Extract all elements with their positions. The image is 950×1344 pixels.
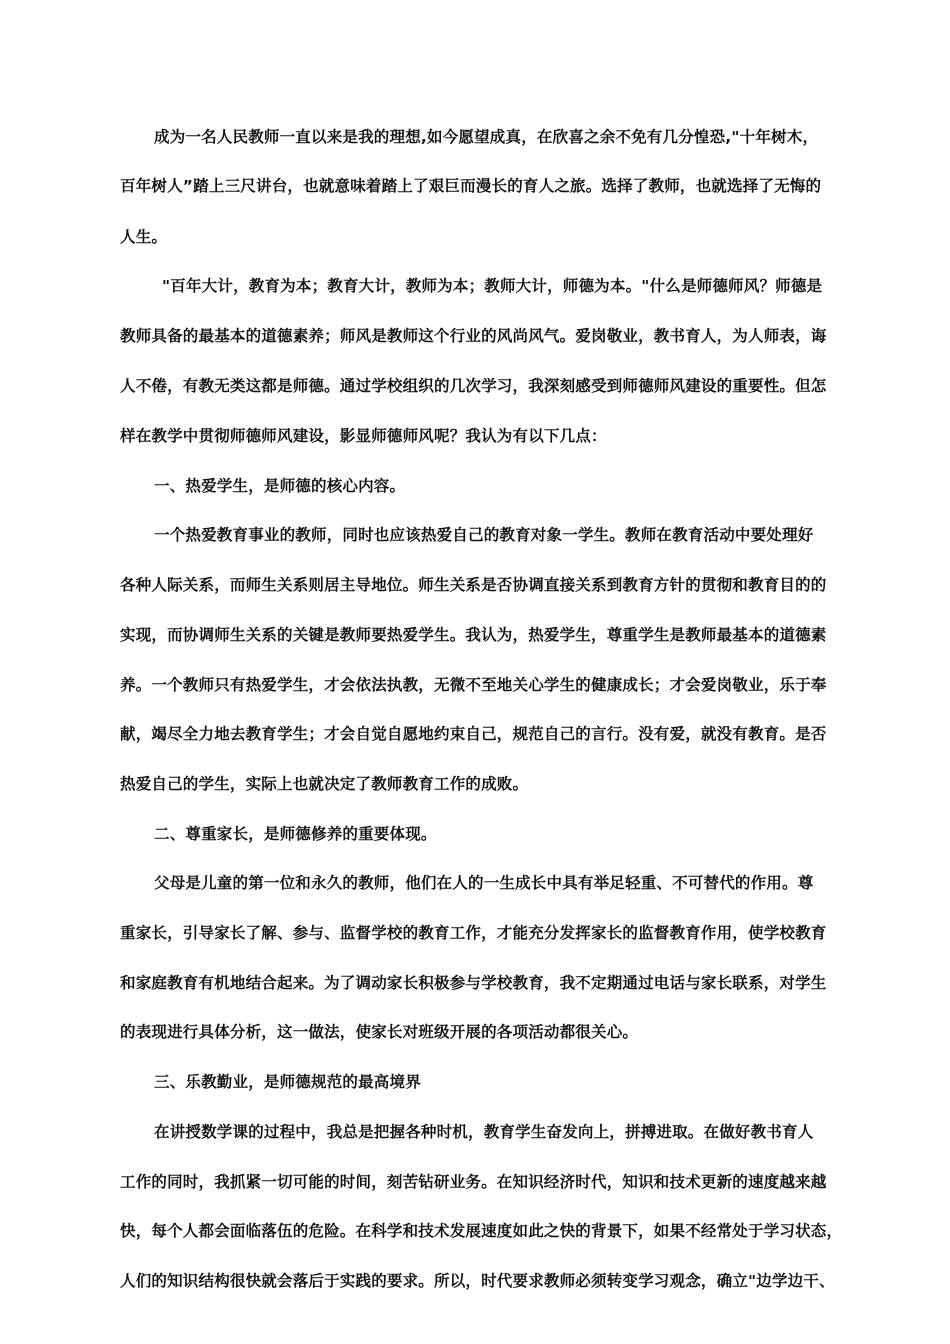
paragraph-line: 工作的同时，我抓紧一切可能的时间，刻苦钻研业务。在知识经济时代，知识和技术更新的速度越来越: [120, 1173, 827, 1191]
section-heading: 二、尊重家长，是师德修养的重要体现。: [154, 825, 437, 843]
paragraph-line: 快，每个人都会面临落伍的危险。在科学和技术发展速度如此之快的背景下，如果不经常处于学习状态，: [120, 1222, 843, 1240]
paragraph-line: 各种人际关系，而师生关系则居主导地位。师生关系是否协调直接关系到教育方针的贯彻和教育目的的: [120, 576, 827, 594]
paragraph-line: 样在教学中贯彻师德师风建设，影显师德师风呢？我认为有以下几点：: [120, 427, 607, 445]
paragraph-line: 养。一个教师只有热爱学生，才会依法执教，无微不至地关心学生的健康成长；才会爱岗敬业，乐于奉: [120, 676, 827, 694]
paragraph-line: 百年树人”踏上三尺讲台，也就意味着踏上了艰巨而漫长的育人之旅。选择了教师，也就选择了无悔的: [120, 177, 822, 195]
paragraph-line: 人不倦，有教无类这都是师德。通过学校组织的几次学习，我深刻感受到师德师风建设的重要性。但怎: [120, 377, 827, 395]
paragraph-line: 父母是儿童的第一位和永久的教师，他们在人的一生成长中具有举足轻重、不可替代的作用。尊: [154, 874, 814, 892]
paragraph-line: 重家长，引导家长了解、参与、监督学校的教育工作，才能充分发挥家长的监督教育作用，使学校教育: [120, 924, 827, 942]
paragraph-line: 实现，而协调师生关系的关键是教师要热爱学生。我认为，热爱学生，尊重学生是教师最基本的道德素: [120, 626, 827, 644]
paragraph-line: 一个热爱教育事业的教师，同时也应该热爱自己的教育对象一学生。教师在教育活动中要处理好: [154, 526, 814, 544]
paragraph-line: 献，竭尽全力地去教育学生；才会自觉自愿地约束自己，规范自己的言行。没有爱，就没有教育。是否: [120, 725, 827, 743]
section-heading: 一、热爱学生，是师德的核心内容。: [154, 477, 406, 495]
paragraph-line: 教师具备的最基本的道德素养；师风是教师这个行业的风尚风气。爱岗敬业，教书育人，为人师表，诲: [120, 327, 827, 345]
paragraph-line: "百年大计，教育为本；教育大计，教师为本；教师大计，师德为本。"什么是师德师风？师德是: [162, 277, 823, 295]
paragraph-line: 人们的知识结构很快就会落后于实践的要求。所以，时代要求教师必须转变学习观念，确立"边学边干、: [120, 1272, 835, 1290]
paragraph-line: 成为一名人民教师一直以来是我的理想,如今愿望成真，在欣喜之余不免有几分惶恐,"十年树木，: [154, 128, 819, 146]
paragraph-line: 的表现进行具体分析，这一做法，使家长对班级开展的各项活动都很关心。: [120, 1023, 639, 1041]
paragraph-line: 和家庭教育有机地结合起来。为了调动家长积极参与学校教育，我不定期通过电话与家长联系，对学生: [120, 974, 827, 992]
paragraph-line: 热爱自己的学生，实际上也就决定了教师教育工作的成败。: [120, 775, 529, 793]
paragraph-line: 人生。: [120, 228, 168, 246]
paragraph-line: 在讲授数学课的过程中，我总是把握各种时机，教育学生奋发向上，拼搏进取。在做好教书育人: [154, 1123, 814, 1141]
section-heading: 三、乐教勤业，是师德规范的最高境界: [154, 1073, 421, 1091]
